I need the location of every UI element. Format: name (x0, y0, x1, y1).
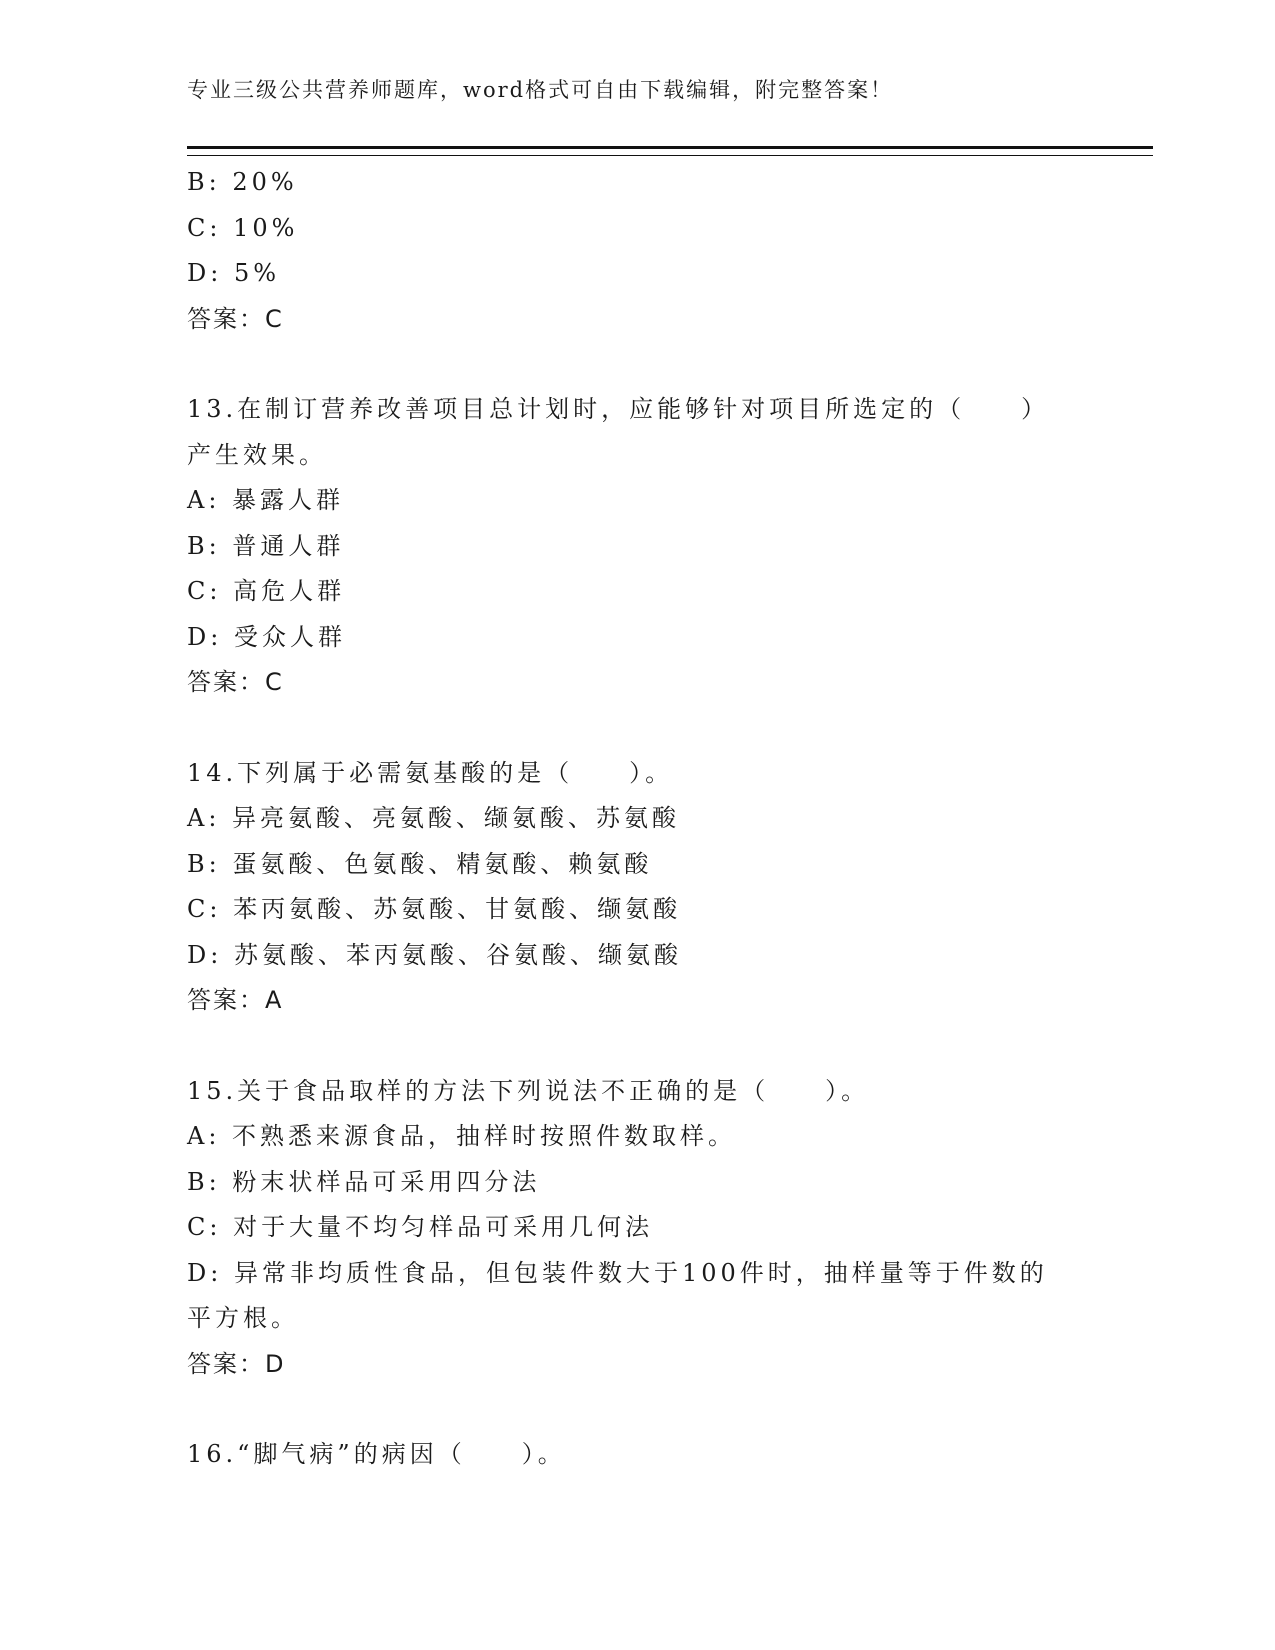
header-divider (187, 146, 1153, 156)
option-d: D: 受众人群 (187, 622, 346, 651)
answer: 答案：C (187, 668, 284, 696)
option-a: A: 异亮氨酸、亮氨酸、缬氨酸、苏氨酸 (187, 804, 681, 832)
option-b: B: 20% (187, 168, 298, 196)
question-stem: 14.下列属于必需氨基酸的是（ ）。 (187, 758, 674, 787)
question-15 (187, 1069, 1087, 1388)
option-d: D: 5% (187, 259, 281, 287)
option-c: C: 苯丙氨酸、苏氨酸、甘氨酸、缬氨酸 (187, 895, 682, 923)
question-content (187, 160, 1087, 1478)
answer: 答案：D (187, 1349, 286, 1378)
option-b: B: 普通人群 (187, 531, 345, 560)
option-d: D: 异常非均质性食品，但包装件数大于100件时，抽样量等于件数的 (187, 1258, 1048, 1287)
option-d: D: 苏氨酸、苯丙氨酸、谷氨酸、缬氨酸 (187, 940, 682, 969)
option-a: A: 暴露人群 (187, 486, 345, 514)
question-stem: 13.在制订营养改善项目总计划时，应能够针对项目所选定的（ ） (187, 395, 1050, 423)
option-b: B: 粉末状样品可采用四分法 (187, 1167, 541, 1196)
question-stem: 16.“脚气病”的病因（ ）。 (187, 1440, 566, 1468)
option-b: B: 蛋氨酸、色氨酸、精氨酸、赖氨酸 (187, 849, 653, 878)
page-header: 专业三级公共营养师题库，word格式可自由下载编辑，附完整答案！ (187, 78, 894, 102)
question-stem-continued: 产生效果。 (187, 440, 327, 469)
option-c: C: 对于大量不均匀样品可采用几何法 (187, 1213, 654, 1241)
option-c: C: 高危人群 (187, 577, 346, 605)
answer: 答案：C (187, 304, 284, 333)
question-stem: 15.关于食品取样的方法下列说法不正确的是（ ）。 (187, 1076, 870, 1105)
question-12-tail (187, 160, 1087, 342)
question-13 (187, 387, 1087, 706)
answer: 答案：A (187, 986, 284, 1014)
option-d-continued: 平方根。 (187, 1304, 299, 1332)
option-c: C: 10% (187, 213, 299, 242)
question-14 (187, 751, 1087, 1024)
option-a: A: 不熟悉来源食品，抽样时按照件数取样。 (187, 1122, 737, 1150)
question-16 (187, 1432, 1087, 1478)
